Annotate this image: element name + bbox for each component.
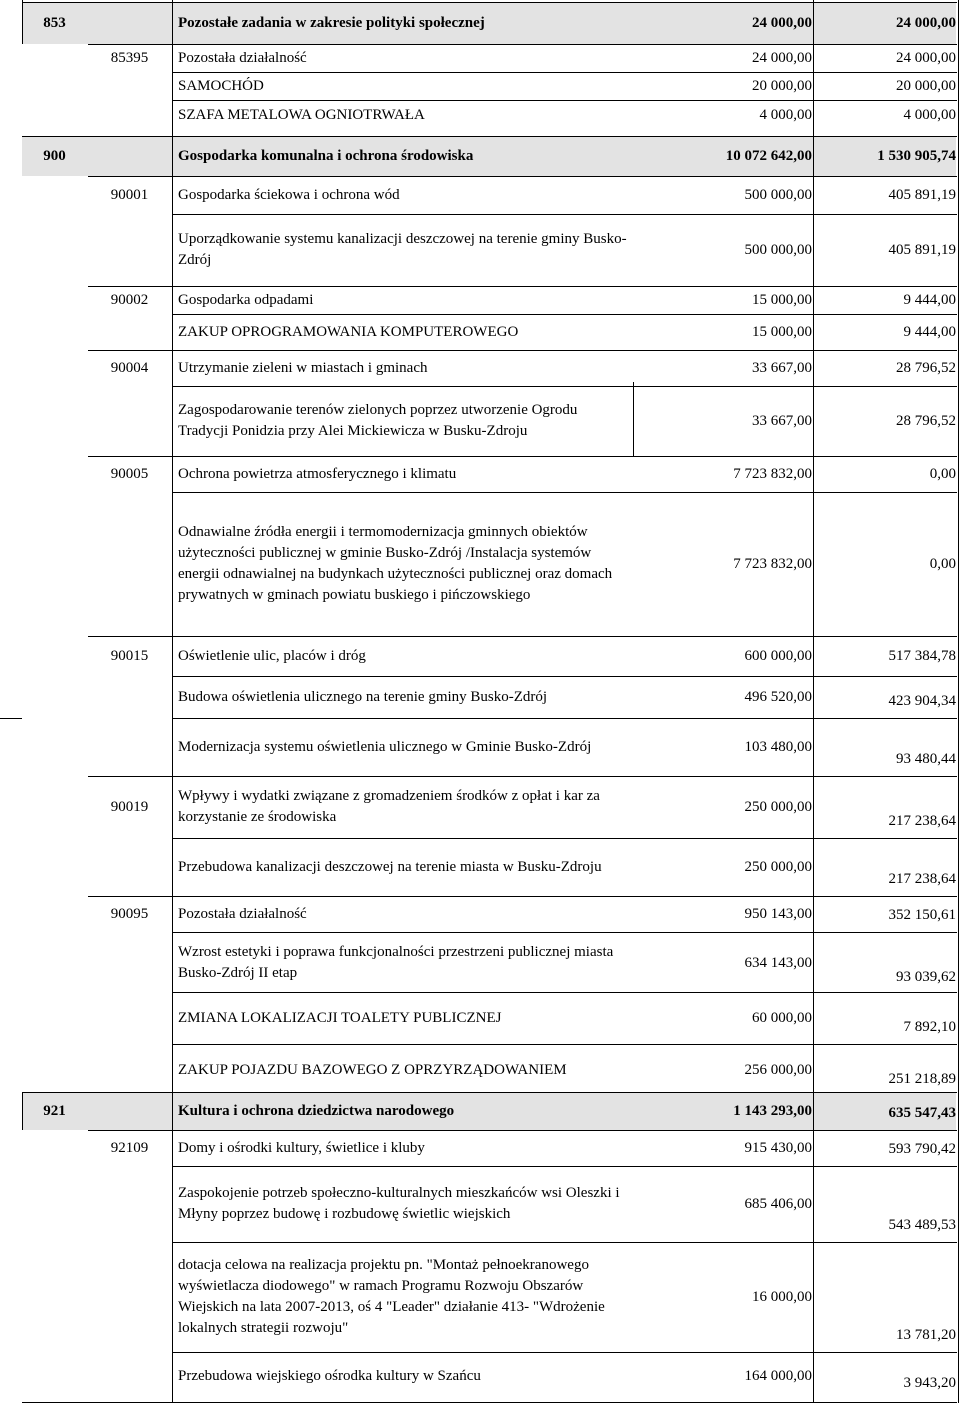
item-row bbox=[0, 1352, 960, 1400]
execution-amount-cell: 13 781,20 bbox=[896, 1327, 956, 1343]
rozdzial-cell: 90095 bbox=[110, 905, 149, 922]
item-row bbox=[0, 214, 960, 286]
subsection-row bbox=[0, 44, 960, 72]
name-cell: Domy i ośrodki kultury, świetlice i kluby bbox=[178, 1139, 425, 1156]
name-cell: Wpływy i wydatki związane z gromadzeniem środków z opłat i kar za korzystanie ze środowiska bbox=[178, 788, 600, 825]
grid-line bbox=[172, 314, 957, 315]
name-cell: SZAFA METALOWA OGNIOTRWAŁA bbox=[178, 106, 425, 123]
grid-line bbox=[633, 382, 634, 456]
name-cell: Utrzymanie zieleni w miastach i gminach bbox=[178, 359, 428, 376]
grid-line bbox=[172, 1242, 957, 1243]
execution-amount-cell: 7 892,10 bbox=[903, 1019, 956, 1035]
dzial-cell bbox=[22, 676, 87, 718]
subsection-row bbox=[0, 896, 960, 932]
grid-line bbox=[172, 386, 957, 387]
subsection-row bbox=[0, 286, 960, 314]
rozdzial-cell bbox=[88, 72, 171, 100]
grid-line bbox=[22, 2, 957, 3]
rozdzial-cell bbox=[88, 1166, 171, 1242]
execution-amount-cell: 4 000,00 bbox=[903, 106, 956, 123]
grid-line bbox=[172, 100, 957, 101]
plan-amount-cell: 634 143,00 bbox=[744, 954, 812, 971]
rozdzial-cell bbox=[88, 838, 171, 896]
plan-amount-cell: 600 000,00 bbox=[744, 647, 812, 664]
name-cell: Zagospodarowanie terenów zielonych poprzez utworzenie Ogrodu Tradycji Ponidzia przy Alei Mickiewicza w Busku-Zdroju bbox=[178, 402, 578, 439]
dzial-cell bbox=[22, 286, 87, 314]
name-cell: dotacja celowa na realizacja projektu pn. "Montaż pełnoekranowego wyświetlacza diodowego" w ramach Programu Rozwoju Obszarów Wiejskich na lata 2007-2013, oś 4 "Leader" działanie 413- "Wdrożenie lokalnych strategii rozwoju" bbox=[178, 1257, 605, 1336]
grid-line bbox=[172, 1352, 957, 1353]
grid-line bbox=[88, 176, 957, 177]
grid-line bbox=[0, 718, 22, 719]
rozdzial-cell bbox=[88, 932, 171, 994]
grid-line bbox=[813, 0, 814, 1403]
plan-amount-cell: 10 072 642,00 bbox=[725, 147, 812, 164]
execution-amount-cell: 405 891,19 bbox=[888, 186, 956, 203]
rozdzial-cell: 90005 bbox=[110, 465, 149, 482]
grid-line bbox=[172, 1044, 957, 1045]
rozdzial-cell: 90004 bbox=[110, 359, 149, 376]
name-cell: Pozostała działalność bbox=[178, 49, 307, 66]
plan-amount-cell: 915 430,00 bbox=[744, 1139, 812, 1156]
rozdzial-cell: 92109 bbox=[110, 1139, 149, 1156]
execution-amount-cell: 251 218,89 bbox=[888, 1071, 956, 1087]
dzial-cell bbox=[22, 932, 87, 994]
name-cell: ZMIANA LOKALIZACJI TOALETY PUBLICZNEJ bbox=[178, 1009, 502, 1026]
dzial-cell bbox=[22, 44, 87, 72]
plan-amount-cell: 500 000,00 bbox=[744, 241, 812, 258]
dzial-cell bbox=[22, 896, 87, 932]
execution-amount-cell: 352 150,61 bbox=[888, 907, 956, 923]
dzial-cell bbox=[22, 636, 87, 676]
item-row bbox=[0, 314, 960, 350]
item-row bbox=[0, 1166, 960, 1242]
grid-line bbox=[172, 932, 957, 933]
name-cell: Przebudowa wiejskiego ośrodka kultury w Szańcu bbox=[178, 1367, 481, 1384]
plan-amount-cell: 950 143,00 bbox=[744, 905, 812, 922]
item-row bbox=[0, 386, 960, 456]
grid-line bbox=[958, 0, 959, 1403]
dzial-cell bbox=[22, 492, 87, 636]
dzial-cell: 853 bbox=[43, 14, 66, 31]
plan-amount-cell: 500 000,00 bbox=[744, 186, 812, 203]
rozdzial-cell: 90001 bbox=[110, 186, 149, 203]
grid-line bbox=[172, 1166, 957, 1167]
plan-amount-cell: 33 667,00 bbox=[752, 412, 812, 429]
rozdzial-cell bbox=[88, 1352, 171, 1400]
name-cell: Przebudowa kanalizacji deszczowej na terenie miasta w Busku-Zdroju bbox=[178, 858, 602, 875]
item-row bbox=[0, 932, 960, 994]
grid-line bbox=[172, 992, 957, 993]
dzial-cell bbox=[22, 992, 87, 1044]
execution-amount-cell: 1 530 905,74 bbox=[877, 147, 956, 164]
name-cell: Pozostała działalność bbox=[178, 905, 307, 922]
dzial-cell bbox=[22, 214, 87, 286]
name-cell: Uporządkowanie systemu kanalizacji deszczowej na terenie gminy Busko-Zdrój bbox=[178, 231, 627, 268]
name-cell: Gospodarka odpadami bbox=[178, 291, 314, 308]
plan-amount-cell: 1 143 293,00 bbox=[733, 1102, 812, 1119]
grid-line bbox=[22, 1092, 23, 1130]
dzial-cell: 921 bbox=[43, 1102, 66, 1119]
execution-amount-cell: 217 238,64 bbox=[888, 813, 956, 829]
item-row bbox=[0, 676, 960, 718]
execution-amount-cell: 517 384,78 bbox=[888, 647, 956, 664]
name-cell: Budowa oświetlenia ulicznego na terenie gminy Busko-Zdrój bbox=[178, 688, 548, 705]
name-cell: Zaspokojenie potrzeb społeczno-kulturalnych mieszkańców wsi Oleszki i Młyny poprzez budowę i rozbudowę świetlic wiejskich bbox=[178, 1185, 620, 1222]
plan-amount-cell: 33 667,00 bbox=[752, 359, 812, 376]
grid-line bbox=[22, 1092, 957, 1093]
dzial-cell bbox=[22, 1242, 87, 1352]
dzial-cell bbox=[22, 456, 87, 492]
grid-line bbox=[172, 72, 957, 73]
subsection-row bbox=[0, 776, 960, 838]
plan-amount-cell: 7 723 832,00 bbox=[733, 555, 812, 572]
dzial-cell bbox=[22, 838, 87, 896]
rozdzial-cell bbox=[88, 214, 171, 286]
plan-amount-cell: 250 000,00 bbox=[744, 798, 812, 815]
item-row bbox=[0, 72, 960, 100]
grid-line bbox=[172, 838, 957, 839]
grid-line bbox=[172, 492, 957, 493]
item-row bbox=[0, 1044, 960, 1096]
execution-amount-cell: 93 039,62 bbox=[896, 969, 956, 985]
grid-line bbox=[88, 1130, 957, 1131]
rozdzial-cell: 90019 bbox=[110, 798, 149, 815]
rozdzial-cell bbox=[88, 100, 171, 130]
grid-line bbox=[22, 136, 957, 137]
plan-amount-cell: 250 000,00 bbox=[744, 858, 812, 875]
item-row bbox=[0, 492, 960, 636]
execution-amount-cell: 3 943,20 bbox=[903, 1375, 956, 1391]
rozdzial-cell bbox=[88, 992, 171, 1044]
rozdzial-cell: 90002 bbox=[110, 291, 149, 308]
plan-amount-cell: 685 406,00 bbox=[744, 1195, 812, 1212]
rozdzial-cell bbox=[88, 1242, 171, 1352]
subsection-row bbox=[0, 176, 960, 214]
dzial-cell bbox=[22, 100, 87, 130]
item-row bbox=[0, 718, 960, 776]
item-row bbox=[0, 100, 960, 130]
rozdzial-cell bbox=[88, 492, 171, 636]
execution-amount-cell: 217 238,64 bbox=[888, 871, 956, 887]
dzial-cell bbox=[22, 1044, 87, 1096]
name-cell: ZAKUP OPROGRAMOWANIA KOMPUTEROWEGO bbox=[178, 323, 519, 340]
grid-line bbox=[172, 718, 957, 719]
dzial-cell bbox=[22, 1130, 87, 1166]
rozdzial-cell: 90015 bbox=[110, 647, 149, 664]
execution-amount-cell: 423 904,34 bbox=[888, 693, 956, 709]
subsection-row bbox=[0, 636, 960, 676]
plan-amount-cell: 256 000,00 bbox=[744, 1061, 812, 1078]
plan-amount-cell: 7 723 832,00 bbox=[733, 465, 812, 482]
item-row bbox=[0, 838, 960, 896]
grid-line bbox=[22, 0, 23, 44]
name-cell: ZAKUP POJAZDU BAZOWEGO Z OPRZYRZĄDOWANIEM bbox=[178, 1061, 567, 1078]
execution-amount-cell: 635 547,43 bbox=[888, 1105, 956, 1121]
grid-line bbox=[172, 676, 957, 677]
execution-amount-cell: 24 000,00 bbox=[896, 14, 956, 31]
grid-line bbox=[172, 0, 173, 1403]
plan-amount-cell: 24 000,00 bbox=[752, 14, 812, 31]
dzial-cell: 900 bbox=[43, 147, 66, 164]
dzial-cell bbox=[22, 176, 87, 214]
name-cell: Odnawialne źródła energii i termomodernizacja gminnych obiektów użyteczności publicznej w gminie Busko-Zdrój /Instalacja systemów energii odnawialnej na budynkach użyteczności publicznej oraz domach prywatnych w gminach powiatu buskiego i pińczowskiego bbox=[178, 524, 613, 603]
rozdzial-cell bbox=[88, 1092, 171, 1130]
rozdzial-cell bbox=[88, 718, 171, 776]
execution-amount-cell: 0,00 bbox=[929, 465, 956, 482]
name-cell: Gospodarka ściekowa i ochrona wód bbox=[178, 186, 400, 203]
grid-line bbox=[88, 456, 957, 457]
subsection-row bbox=[0, 1130, 960, 1166]
rozdzial-cell bbox=[88, 386, 171, 456]
execution-amount-cell: 0,00 bbox=[929, 555, 956, 572]
dzial-cell bbox=[22, 386, 87, 456]
section-row bbox=[0, 136, 960, 176]
plan-amount-cell: 4 000,00 bbox=[759, 106, 812, 123]
name-cell: Wzrost estetyki i poprawa funkcjonalności przestrzeni publicznej miasta Busko-Zdrój II etap bbox=[178, 944, 614, 981]
execution-amount-cell: 24 000,00 bbox=[896, 49, 956, 66]
grid-line bbox=[172, 214, 957, 215]
dzial-cell bbox=[22, 1352, 87, 1400]
section-row bbox=[0, 1092, 960, 1130]
grid-line bbox=[88, 350, 957, 351]
plan-amount-cell: 164 000,00 bbox=[744, 1367, 812, 1384]
grid-line bbox=[88, 286, 957, 287]
plan-amount-cell: 20 000,00 bbox=[752, 77, 812, 94]
grid-line bbox=[88, 776, 957, 777]
dzial-cell bbox=[22, 1166, 87, 1242]
dzial-cell bbox=[22, 776, 87, 838]
plan-amount-cell: 24 000,00 bbox=[752, 49, 812, 66]
name-cell: SAMOCHÓD bbox=[178, 77, 264, 94]
grid-line bbox=[88, 896, 957, 897]
rozdzial-cell bbox=[88, 314, 171, 350]
execution-amount-cell: 9 444,00 bbox=[903, 291, 956, 308]
execution-amount-cell: 543 489,53 bbox=[888, 1217, 956, 1233]
rozdzial-cell bbox=[88, 1044, 171, 1096]
rozdzial-cell: 85395 bbox=[110, 49, 149, 66]
plan-amount-cell: 15 000,00 bbox=[752, 291, 812, 308]
dzial-cell bbox=[22, 718, 87, 776]
execution-amount-cell: 593 790,42 bbox=[888, 1141, 956, 1157]
execution-amount-cell: 93 480,44 bbox=[896, 751, 956, 767]
name-cell: Modernizacja systemu oświetlenia ulicznego w Gminie Busko-Zdrój bbox=[178, 738, 592, 755]
plan-amount-cell: 60 000,00 bbox=[752, 1009, 812, 1026]
grid-line bbox=[88, 44, 957, 45]
plan-amount-cell: 16 000,00 bbox=[752, 1288, 812, 1305]
name-cell: Ochrona powietrza atmosferycznego i klimatu bbox=[178, 465, 457, 482]
rozdzial-cell bbox=[88, 676, 171, 718]
section-row bbox=[0, 2, 960, 44]
execution-amount-cell: 28 796,52 bbox=[896, 412, 956, 429]
dzial-cell bbox=[22, 350, 87, 386]
item-row bbox=[0, 1242, 960, 1352]
rozdzial-cell bbox=[88, 2, 171, 44]
name-cell: Gospodarka komunalna i ochrona środowiska bbox=[178, 147, 474, 164]
execution-amount-cell: 9 444,00 bbox=[903, 323, 956, 340]
subsection-row bbox=[0, 456, 960, 492]
plan-amount-cell: 103 480,00 bbox=[744, 738, 812, 755]
rozdzial-cell bbox=[88, 136, 171, 176]
execution-amount-cell: 20 000,00 bbox=[896, 77, 956, 94]
name-cell: Kultura i ochrona dziedzictwa narodowego bbox=[178, 1102, 455, 1119]
item-row bbox=[0, 992, 960, 1044]
name-cell: Pozostałe zadania w zakresie polityki społecznej bbox=[178, 14, 485, 31]
plan-amount-cell: 496 520,00 bbox=[744, 688, 812, 705]
dzial-cell bbox=[22, 72, 87, 100]
subsection-row bbox=[0, 350, 960, 386]
plan-amount-cell: 15 000,00 bbox=[752, 323, 812, 340]
dzial-cell bbox=[22, 314, 87, 350]
grid-line bbox=[88, 636, 957, 637]
execution-amount-cell: 405 891,19 bbox=[888, 241, 956, 258]
execution-amount-cell: 28 796,52 bbox=[896, 359, 956, 376]
name-cell: Oświetlenie ulic, placów i dróg bbox=[178, 647, 366, 664]
